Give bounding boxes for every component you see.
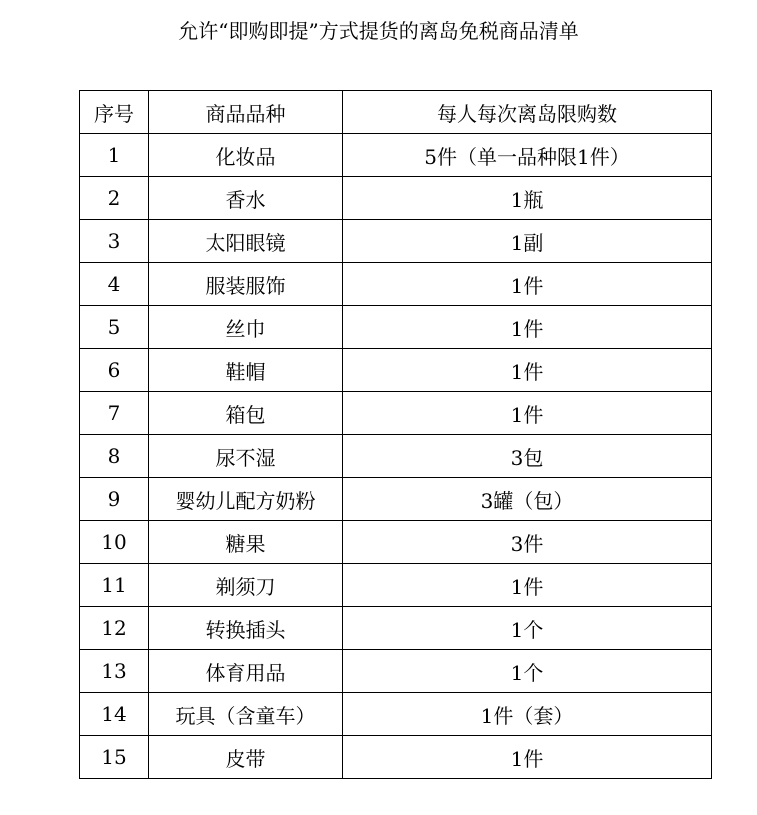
table-row bbox=[80, 220, 712, 263]
cell-goods-category: 服装服饰 bbox=[149, 263, 343, 306]
cell-goods-category: 转换插头 bbox=[149, 607, 343, 650]
cell-goods-category: 箱包 bbox=[149, 392, 343, 435]
cell-goods-category: 太阳眼镜 bbox=[149, 220, 343, 263]
cell-goods-category: 糖果 bbox=[149, 521, 343, 564]
cell-serial-number: 12 bbox=[80, 607, 149, 650]
table-row bbox=[80, 521, 712, 564]
cell-serial-number: 3 bbox=[80, 220, 149, 263]
table-row bbox=[80, 478, 712, 521]
cell-serial-number: 13 bbox=[80, 650, 149, 693]
table-row bbox=[80, 736, 712, 779]
cell-serial-number: 1 bbox=[80, 134, 149, 177]
cell-serial-number: 6 bbox=[80, 349, 149, 392]
cell-purchase-limit: 5件（单一品种限1件） bbox=[343, 134, 712, 177]
cell-purchase-limit: 1件 bbox=[343, 349, 712, 392]
table-row bbox=[80, 435, 712, 478]
duty-free-goods-table bbox=[79, 90, 712, 779]
cell-serial-number: 4 bbox=[80, 263, 149, 306]
cell-purchase-limit: 1个 bbox=[343, 650, 712, 693]
table-row bbox=[80, 306, 712, 349]
cell-goods-category: 香水 bbox=[149, 177, 343, 220]
cell-serial-number: 10 bbox=[80, 521, 149, 564]
cell-serial-number: 7 bbox=[80, 392, 149, 435]
cell-purchase-limit: 1件 bbox=[343, 263, 712, 306]
cell-goods-category: 皮带 bbox=[149, 736, 343, 779]
cell-purchase-limit: 1件（套） bbox=[343, 693, 712, 736]
document-title: 允许“即购即提”方式提货的离岛免税商品清单 bbox=[178, 19, 579, 43]
table-body bbox=[80, 134, 712, 779]
cell-purchase-limit: 1个 bbox=[343, 607, 712, 650]
cell-serial-number: 2 bbox=[80, 177, 149, 220]
table-row bbox=[80, 177, 712, 220]
cell-purchase-limit: 1件 bbox=[343, 736, 712, 779]
table-row bbox=[80, 564, 712, 607]
cell-serial-number: 5 bbox=[80, 306, 149, 349]
cell-goods-category: 丝巾 bbox=[149, 306, 343, 349]
header-goods-category: 商品品种 bbox=[149, 91, 343, 134]
table-row bbox=[80, 263, 712, 306]
cell-goods-category: 体育用品 bbox=[149, 650, 343, 693]
cell-purchase-limit: 1瓶 bbox=[343, 177, 712, 220]
table-row bbox=[80, 650, 712, 693]
cell-goods-category: 鞋帽 bbox=[149, 349, 343, 392]
cell-goods-category: 剃须刀 bbox=[149, 564, 343, 607]
cell-serial-number: 11 bbox=[80, 564, 149, 607]
cell-purchase-limit: 3罐（包） bbox=[343, 478, 712, 521]
cell-serial-number: 9 bbox=[80, 478, 149, 521]
cell-serial-number: 8 bbox=[80, 435, 149, 478]
cell-serial-number: 15 bbox=[80, 736, 149, 779]
cell-purchase-limit: 1件 bbox=[343, 392, 712, 435]
cell-serial-number: 14 bbox=[80, 693, 149, 736]
table-row bbox=[80, 693, 712, 736]
cell-goods-category: 玩具（含童车） bbox=[149, 693, 343, 736]
table-row bbox=[80, 349, 712, 392]
header-serial-number: 序号 bbox=[80, 91, 149, 134]
cell-purchase-limit: 1件 bbox=[343, 564, 712, 607]
table-row bbox=[80, 134, 712, 177]
table-row bbox=[80, 607, 712, 650]
cell-purchase-limit: 3包 bbox=[343, 435, 712, 478]
cell-goods-category: 婴幼儿配方奶粉 bbox=[149, 478, 343, 521]
table-row bbox=[80, 392, 712, 435]
cell-goods-category: 尿不湿 bbox=[149, 435, 343, 478]
header-purchase-limit: 每人每次离岛限购数 bbox=[343, 91, 712, 134]
table-header-row bbox=[80, 91, 712, 134]
cell-purchase-limit: 1件 bbox=[343, 306, 712, 349]
cell-purchase-limit: 3件 bbox=[343, 521, 712, 564]
cell-purchase-limit: 1副 bbox=[343, 220, 712, 263]
cell-goods-category: 化妆品 bbox=[149, 134, 343, 177]
